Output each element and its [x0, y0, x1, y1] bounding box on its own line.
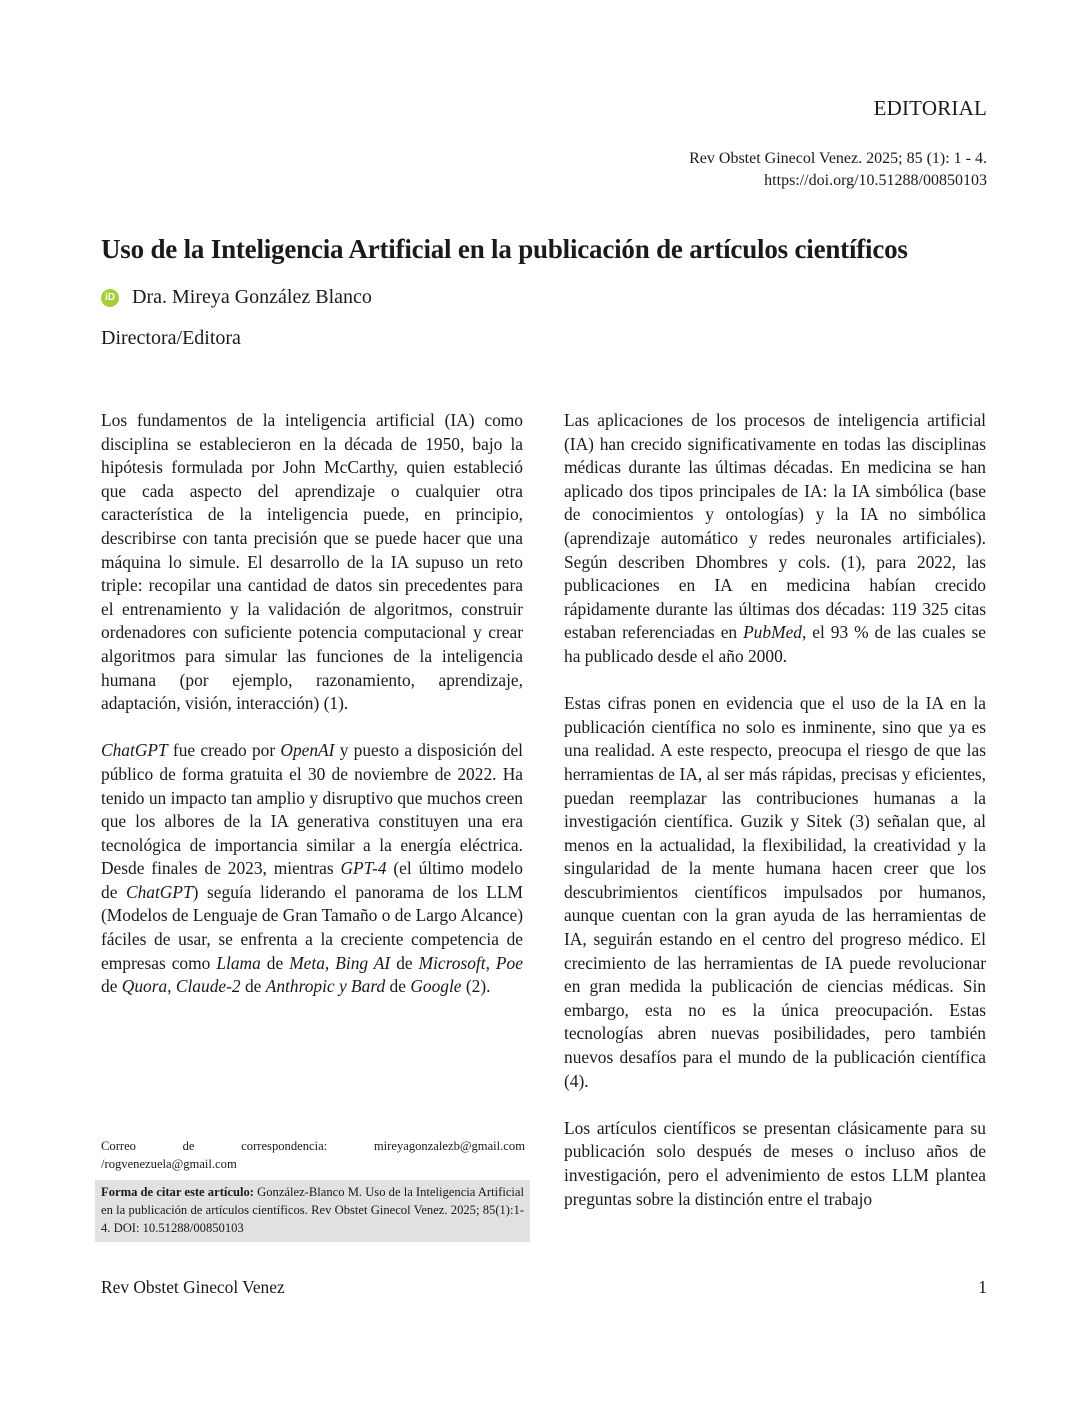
page-number: 1: [978, 1277, 987, 1297]
orcid-icon[interactable]: iD: [101, 289, 119, 307]
article-title: Uso de la Inteligencia Artificial en la publicación de artículos científicos: [101, 234, 908, 264]
author-name: Dra. Mireya González Blanco: [132, 286, 372, 308]
author-role: Directora/Editora: [101, 327, 241, 349]
left-paragraph-2: ChatGPT fue creado por OpenAI y puesto a disposición del público de forma gratuita el 30 de noviembre de 2022. Ha tenido un impacto tan amplio y disruptivo que muchos creen que los albores de la IA generativa constituyen una era tecnológica de importancia similar a la energía eléctrica. Desde finales de 2023, mientras GPT-4 (el último modelo de ChatGPT) seguía liderando el panorama de los LLM (Modelos de Lenguaje de Gran Tamaño o de Largo Alcance) fáciles de usar, se enfrenta a la creciente competencia de empresas como Llama de Meta, Bing AI de Microsoft, Poe de Quora, Claude-2 de Anthropic y Bard de Google (2).: [101, 740, 524, 997]
cite-label: Forma de citar este artículo:: [101, 1185, 254, 1199]
how-to-cite-box: [95, 1180, 530, 1242]
journal-citation: [689, 148, 987, 192]
doi-link[interactable]: https://doi.org/10.51288/00850103: [764, 172, 987, 189]
right-paragraph-2: Estas cifras ponen en evidencia que el uso de la IA en la publicación científica no solo es inminente, sino que ya es una realidad. A este respecto, preocupa el riesgo de que las herramientas de IA, al ser más rápidas, precisas y eficientes, puedan reemplazar las contribuciones humanas a la investigación científica. Guzik y Sitek (3) señalan que, al menos en la actualidad, la flexibilidad, la creatividad y la singularidad de la mente humana hacen creer que los descubrimientos científicos impulsados por humanos, aunque cuentan con la gran ayuda de las herramientas de IA, seguirán estando en el centro del progreso médico. El crecimiento de las herramientas de IA puede revolucionar en gran medida la publicación de ciencias médicas. Sin embargo, esta no es la única preocupación. Estas tecnologías abren nuevas posibilidades, pero también nuevos desafíos para el mundo de la publicación científica (4).: [564, 693, 986, 1091]
citation-line: Rev Obstet Ginecol Venez. 2025; 85 (1): 1 - 4.: [689, 150, 987, 167]
left-column: [101, 409, 523, 1022]
right-column: [564, 409, 986, 1235]
cite-text: González-Blanco M. Uso de la Inteligencia Artificial en la publicación de artículos científicos. Rev Obstet Ginecol Venez. 2025; 85(1):1-4. DOI: 10.51288/00850103: [101, 1185, 524, 1235]
right-paragraph-3: Los artículos científicos se presentan clásicamente para su publicación solo después de meses o incluso años de investigación, pero el advenimiento de estos LLM plantea preguntas sobre la distinción entre el trabajo: [564, 1117, 986, 1209]
footer-journal-name: Rev Obstet Ginecol Venez: [101, 1277, 285, 1297]
author-row: [101, 286, 372, 309]
left-paragraph-1: Los fundamentos de la inteligencia artificial (IA) como disciplina se establecieron en la década de 1950, bajo la hipótesis formulada por John McCarthy, quien estableció que cada aspecto del aprendizaje o cualquier otra característica de la inteligencia puede, en principio, describirse con tanta precisión que se puede hacer que una máquina lo simule. El desarrollo de la IA supuso un reto triple: recopilar una cantidad de datos sin precedentes para el entrenamiento y la validación de algoritmos, construir ordenadores con suficiente potencia computacional y crear algoritmos para simular las funciones de la inteligencia humana (por ejemplo, razonamiento, aprendizaje, adaptación, visión, interacción) (1).: [101, 410, 523, 714]
correspondence-email: Correo de correspondencia: mireyagonzalezb@gmail.com /rogvenezuela@gmail.com: [101, 1139, 525, 1171]
section-label: EDITORIAL: [873, 96, 987, 120]
right-paragraph-1: Las aplicaciones de los procesos de inteligencia artificial (IA) han crecido significativamente en todas las disciplinas médicas durante las últimas décadas. En medicina se han aplicado dos tipos principales de IA: la IA simbólica (base de conocimientos y ontologías) y la IA no simbólica (aprendizaje automático y redes neuronales artificiales). Según describen Dhombres y cols. (1), para 2022, las publicaciones en IA en medicina habían crecido rápidamente durante las últimas dos décadas: 119 325 citas estaban referenciadas en PubMed, el 93 % de las cuales se ha publicado desde el año 2000.: [564, 410, 986, 666]
